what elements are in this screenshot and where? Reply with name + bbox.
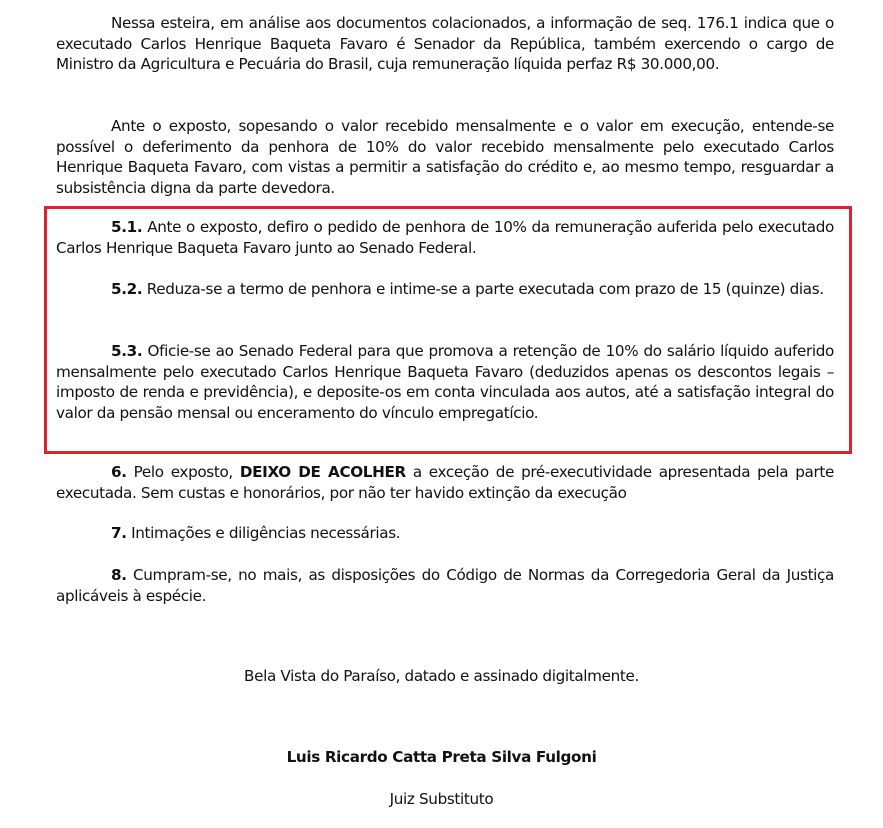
item-number: 5.3. (111, 342, 143, 360)
item-text: Intimações e diligências necessárias. (126, 524, 401, 542)
item-text: Oficie-se ao Senado Federal para que promova a retenção de 10% do salário líquido auferido mensalmente pelo executado Carlos Henrique Baqueta Favaro (deduzidos apenas os descontos legais – imposto de renda e previdência), e deposite-os em conta vinculada aos autos, até a satisfação integral do valor da pensão mensal ou enceramento do vínculo empregatício. (56, 342, 834, 422)
item-8 (56, 565, 834, 606)
item-6 (56, 462, 834, 503)
item-number: 5.1. (111, 218, 143, 236)
paragraph-salary-info: Nessa esteira, em análise aos documentos colacionados, a informação de seq. 176.1 indica que o executado Carlos Henrique Baqueta Favaro é Senador da República, também exercendo o cargo de Ministro da Agricultura e Pecuária do Brasil, cuja remuneração líquida perfaz R$ 30.000,00. (56, 14, 834, 73)
highlight-box (44, 206, 852, 454)
item-number: 6. (111, 463, 127, 481)
paragraph-analysis: Ante o exposto, sopesando o valor recebido mensalmente e o valor em execução, entende-se possível o deferimento da penhora de 10% do valor recebido mensalmente pelo executado Carlos Henrique Baqueta Favaro, com vistas a permitir a satisfação do crédito e, ao mesmo tempo, resguardar a subsistência digna da parte devedora. (56, 117, 834, 197)
item-text: Cumpram-se, no mais, as disposições do Código de Normas da Corregedoria Geral da Justiça aplicáveis à espécie. (56, 566, 834, 605)
item-text: Ante o exposto, defiro o pedido de penhora de 10% da remuneração auferida pelo executado Carlos Henrique Baqueta Favaro junto ao Senado Federal. (56, 218, 834, 257)
signer-name: Luis Ricardo Catta Preta Silva Fulgoni (286, 748, 597, 766)
item-text: Reduza-se a termo de penhora e intime-se a parte executada com prazo de 15 (quinze) dias. (142, 280, 824, 298)
item-text-after: a exceção de pré-executividade apresentada pela parte executada. Sem custas e honorários, por não ter havido extinção da execução (56, 463, 834, 502)
item-number: 7. (111, 524, 127, 542)
closing-place: Bela Vista do Paraíso, datado e assinado digitalmente. (244, 667, 639, 685)
item-7 (56, 523, 834, 544)
item-number: 8. (111, 566, 127, 584)
item-text-before: Pelo exposto, (126, 463, 240, 481)
signer-role: Juiz Substituto (389, 790, 494, 808)
item-number: 5.2. (111, 280, 143, 298)
item-bold-decision: DEIXO DE ACOLHER (239, 463, 406, 481)
